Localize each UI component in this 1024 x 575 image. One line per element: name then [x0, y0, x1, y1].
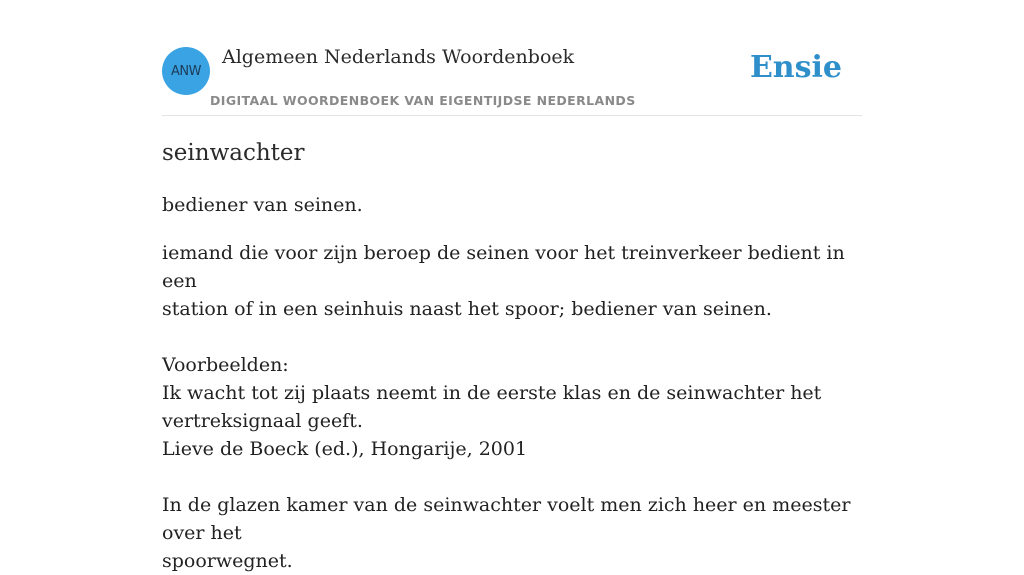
spacer — [162, 323, 862, 351]
anw-logo[interactable] — [162, 47, 210, 95]
example-line: Ik wacht tot zij plaats neemt in de eerste klas en de seinwachter het — [162, 382, 822, 404]
site-subtitle: DIGITAAL WOORDENBOEK VAN EIGENTIJDSE NEDERLANDS — [210, 93, 636, 108]
example-line: In de glazen kamer van de seinwachter voelt men zich heer en meester over het — [162, 494, 851, 544]
page — [162, 0, 862, 572]
spacer — [162, 463, 862, 491]
example-source: Lieve de Boeck (ed.), Hongarije, 2001 — [162, 438, 528, 460]
site-title[interactable]: Algemeen Nederlands Woordenboek — [222, 46, 575, 68]
definition-line: station of in een seinhuis naast het spoor; bediener van seinen. — [162, 298, 772, 320]
example-line: vertreksignaal geeft. — [162, 410, 363, 432]
anw-logo-text: ANW — [171, 63, 201, 79]
examples-label: Voorbeelden: — [162, 354, 289, 376]
long-definition — [162, 239, 862, 575]
entry-word: seinwachter — [162, 140, 305, 166]
definition-line: iemand die voor zijn beroep de seinen voor het treinverkeer bedient in een — [162, 242, 845, 292]
header — [162, 0, 862, 116]
ensie-brand-link[interactable]: Ensie — [749, 50, 842, 85]
example-line: spoorwegnet. — [162, 550, 293, 572]
short-definition: bediener van seinen. — [162, 194, 363, 216]
